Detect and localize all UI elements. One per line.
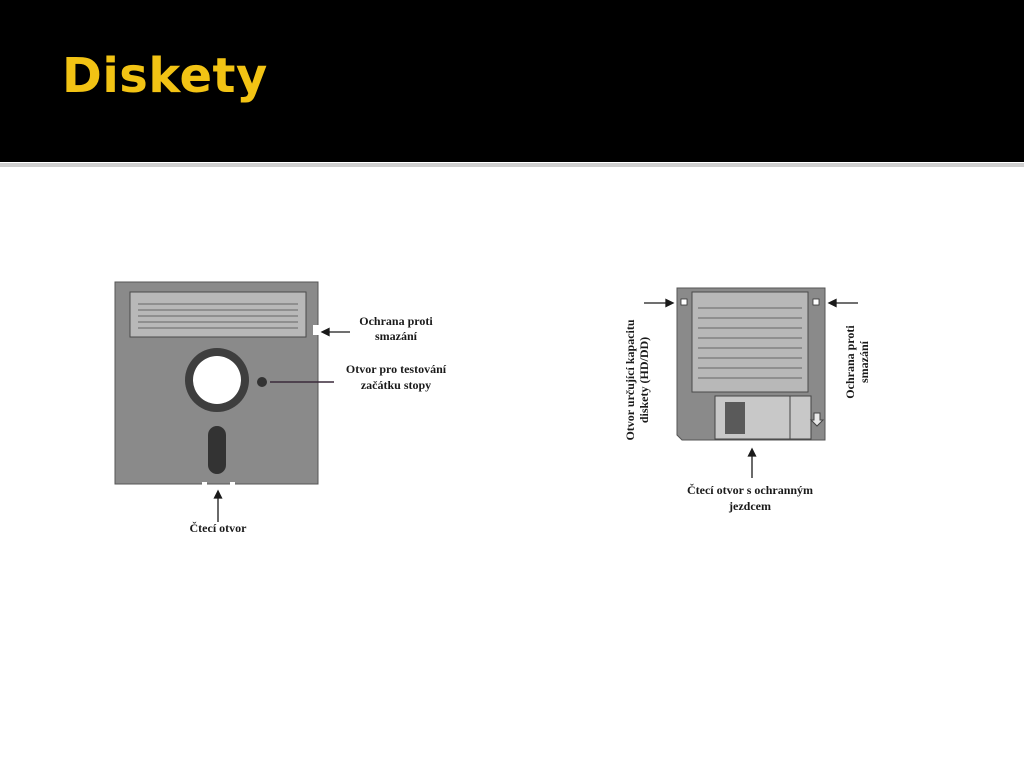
floppy-35-density-label-1: Otvor určující kapacitu [623,319,637,441]
floppy-525-bottom-notch-right [230,482,235,486]
floppy-525-index-label-2: začátku stopy [360,378,432,392]
floppy-525-write-protect-label-2: smazání [375,329,417,343]
floppy-35-label [692,292,808,392]
floppy-525-write-protect-label-1: Ochrana proti [359,314,433,328]
floppy-525-label [130,292,306,337]
floppy-35-read-window [725,402,745,434]
floppy-525-bottom-notch-left [202,482,207,486]
slide-title: Diskety [62,48,268,104]
floppy-525-arrow-read-slot [215,491,222,522]
floppy-35-read-window-label-1: Čtecí otvor s ochranným [686,483,814,497]
floppy-525-arrow-write-protect [322,329,350,336]
floppy-525-read-slot [208,426,226,474]
floppy-35-arrow-read-window [749,449,756,478]
floppy-35-write-protect-label-1: Ochrana proti [843,325,857,399]
floppy-35-density-hole [681,299,687,305]
floppy-525-index-hole [257,377,267,387]
floppy-525-hub-hole [193,356,241,404]
floppy-35-arrow-write-protect [829,300,858,307]
floppy-35-write-protect-hole [813,299,819,305]
floppy-35-density-label-2: diskety (HD/DD) [637,336,651,424]
floppy-35-write-protect-label-2: smazání [857,341,871,383]
floppy-525-read-slot-label: Čtecí otvor [189,521,247,535]
floppy-525-index-label-1: Otvor pro testování [345,362,447,376]
title-divider [0,163,1024,167]
floppy-525-diagram [100,270,470,550]
floppy-35-arrow-density [644,300,673,307]
floppy-35-read-window-label-2: jezdcem [729,499,771,513]
floppy-35-diagram [600,250,890,530]
floppy-525-write-protect-notch [313,325,319,335]
